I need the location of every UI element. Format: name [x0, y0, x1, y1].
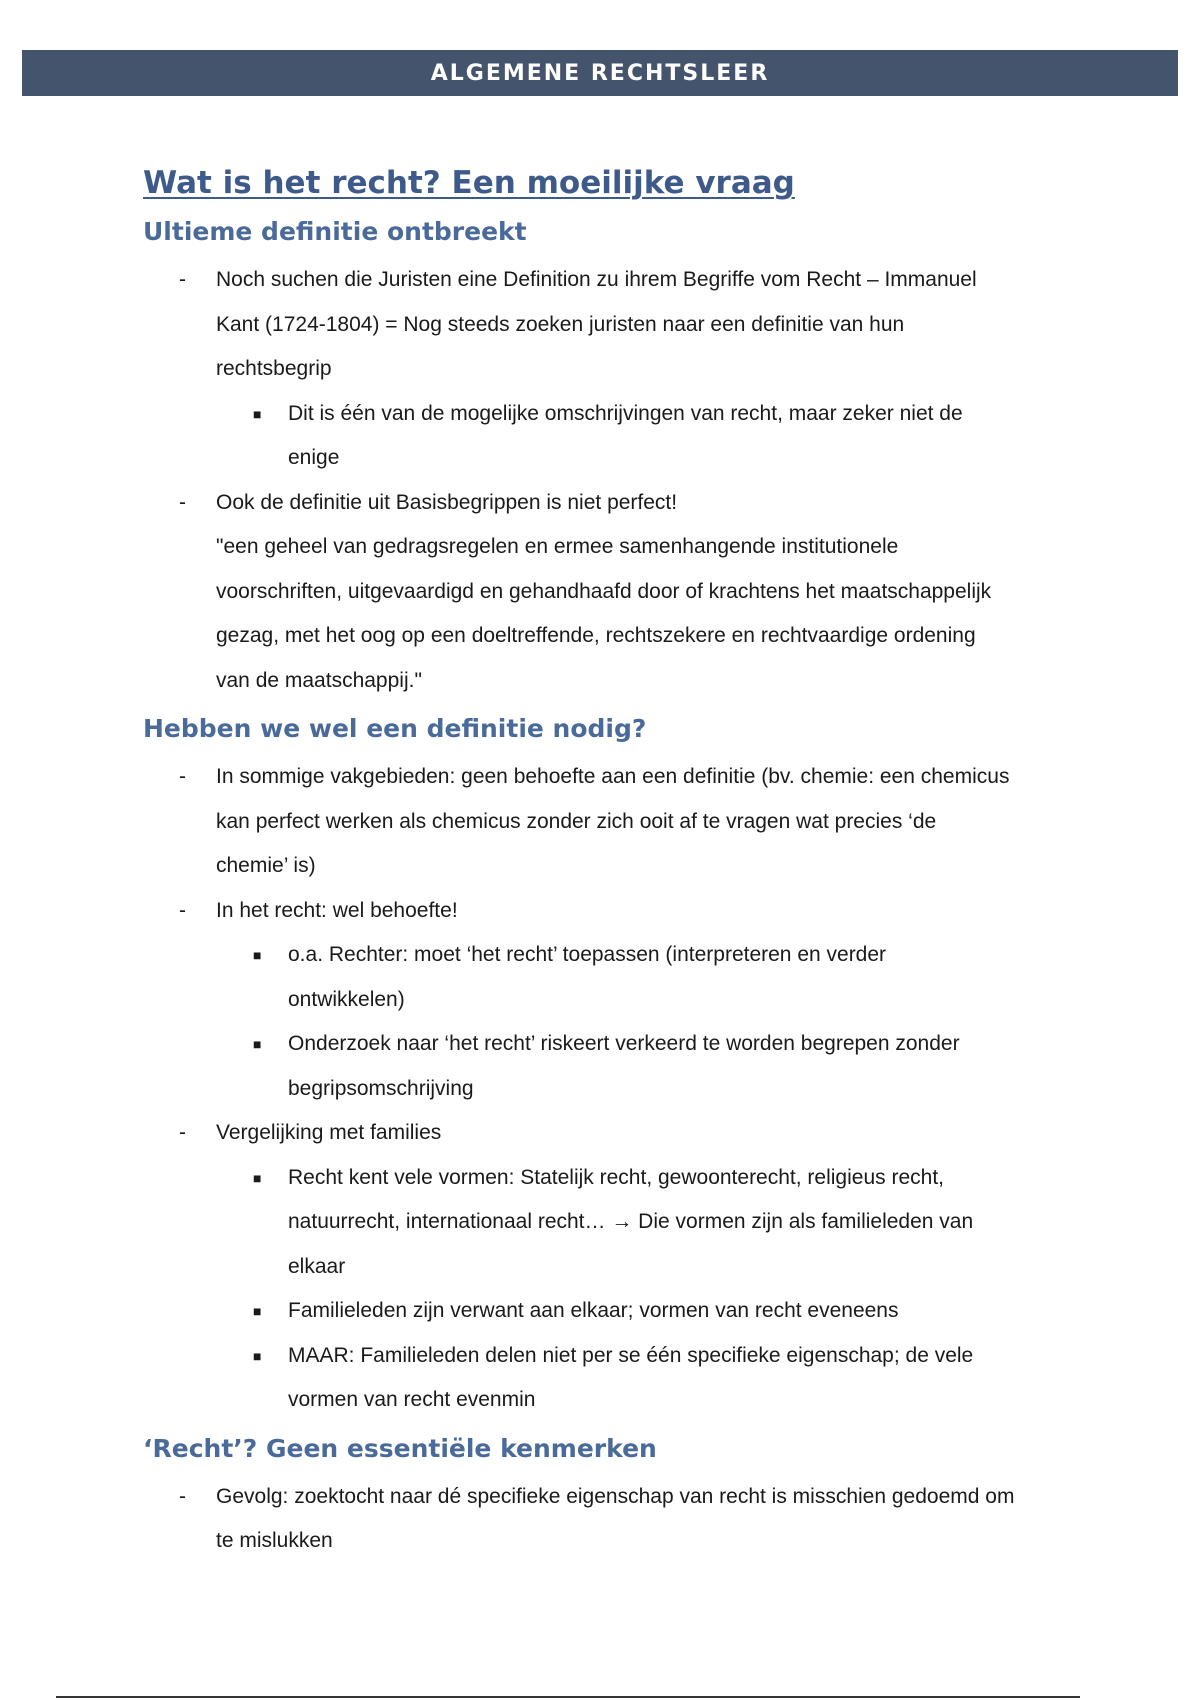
list-item-text: o.a. Rechter: moet ‘het recht’ toepassen (interpreteren en verder — [288, 943, 887, 966]
dash-bullet: - — [179, 1121, 186, 1144]
footer-divider — [56, 1696, 1080, 1698]
definition-quote: voorschriften, uitgevaardigd en gehandhaafd door of krachtens het maatschappelijk — [216, 579, 992, 603]
square-bullet-icon: ■ — [253, 1169, 262, 1186]
section-heading-definitie-nodig: Hebben we wel een definitie nodig? — [143, 714, 647, 743]
list-item-text: Recht kent vele vormen: Statelijk recht, gewoonterecht, religieus recht, — [288, 1165, 944, 1189]
dash-bullet: - — [179, 490, 186, 514]
list-item — [143, 258, 1083, 392]
list-item — [143, 392, 1083, 481]
list-item-text: rechtsbegrip — [216, 357, 332, 380]
list-item-text: Dit is één van de mogelijke omschrijvingen van recht, maar zeker niet de — [288, 401, 963, 425]
definition-quote: gezag, met het oog op een doeltreffende, rechtszekere en rechtvaardige ordening — [216, 624, 976, 647]
list-item — [143, 1111, 1083, 1156]
running-header — [22, 50, 1178, 96]
square-bullet-icon: ■ — [253, 1347, 262, 1364]
list-item-text: begripsomschrijving — [288, 1076, 474, 1100]
list-item-text: Vergelijking met families — [216, 1121, 442, 1144]
list-item-text: Noch suchen die Juristen eine Definition zu ihrem Begriffe vom Recht – Immanuel — [216, 268, 977, 291]
section-heading-geen-kenmerken: ‘Recht’? Geen essentiële kenmerken — [143, 1433, 657, 1463]
list-item-text: Familieleden zijn verwant aan elkaar; vormen van recht eveneens — [288, 1299, 899, 1322]
list-item-text: enige — [288, 446, 340, 469]
list-item — [143, 1334, 1083, 1423]
dash-bullet: - — [179, 765, 186, 788]
definition-quote: van de maatschappij." — [216, 668, 422, 692]
list-item-text: natuurrecht, internationaal recht… → Die vormen zijn als familieleden van — [288, 1210, 974, 1233]
dash-bullet: - — [179, 268, 186, 291]
list-item — [143, 1022, 1083, 1111]
list-item-text: chemie’ is) — [216, 854, 316, 877]
list-item — [143, 755, 1083, 889]
definition-quote: "een geheel van gedragsregelen en ermee samenhangende institutionele — [216, 535, 899, 558]
list-item-text: Gevolg: zoektocht naar dé specifieke eigenschap van recht is misschien gedoemd om — [216, 1484, 1015, 1508]
list-item — [143, 481, 1083, 704]
list-item — [143, 1475, 1083, 1564]
section-heading-ultieme-definitie: Ultieme definitie ontbreekt — [143, 217, 527, 246]
list-item-text: Kant (1724-1804) = Nog steeds zoeken juristen naar een definitie van hun — [216, 312, 905, 336]
square-bullet-icon: ■ — [253, 1303, 262, 1319]
list-item-text: In het recht: wel behoefte! — [216, 898, 458, 922]
square-bullet-icon: ■ — [253, 947, 262, 963]
dash-bullet: - — [179, 898, 186, 922]
dash-bullet: - — [179, 1484, 186, 1508]
list-item-text: kan perfect werken als chemicus zonder zich ooit af te vragen wat precies ‘de — [216, 809, 937, 833]
list-item — [143, 889, 1083, 934]
list-item-text: vormen van recht evenmin — [288, 1388, 536, 1411]
list-item — [143, 1289, 1083, 1334]
list-item-text: ontwikkelen) — [288, 987, 405, 1011]
list-item-text: te mislukken — [216, 1529, 333, 1552]
list-item-text: elkaar — [288, 1254, 346, 1278]
list-item — [143, 933, 1083, 1022]
list-item-text: In sommige vakgebieden: geen behoefte aan een definitie (bv. chemie: een chemicus — [216, 765, 1010, 788]
document-body — [143, 160, 1083, 1564]
square-bullet-icon: ■ — [253, 1036, 262, 1052]
header-title: ALGEMENE RECHTSLEER — [430, 60, 770, 86]
list-item-text: Ook de definitie uit Basisbegrippen is niet perfect! — [216, 490, 678, 514]
list-item — [143, 1156, 1083, 1290]
page-title: Wat is het recht? Een moeilijke vraag — [143, 165, 795, 201]
list-item-text: MAAR: Familieleden delen niet per se één specifieke eigenschap; de vele — [288, 1343, 974, 1367]
list-item-text: Onderzoek naar ‘het recht’ riskeert verkeerd te worden begrepen zonder — [288, 1032, 960, 1055]
square-bullet-icon: ■ — [253, 405, 262, 422]
